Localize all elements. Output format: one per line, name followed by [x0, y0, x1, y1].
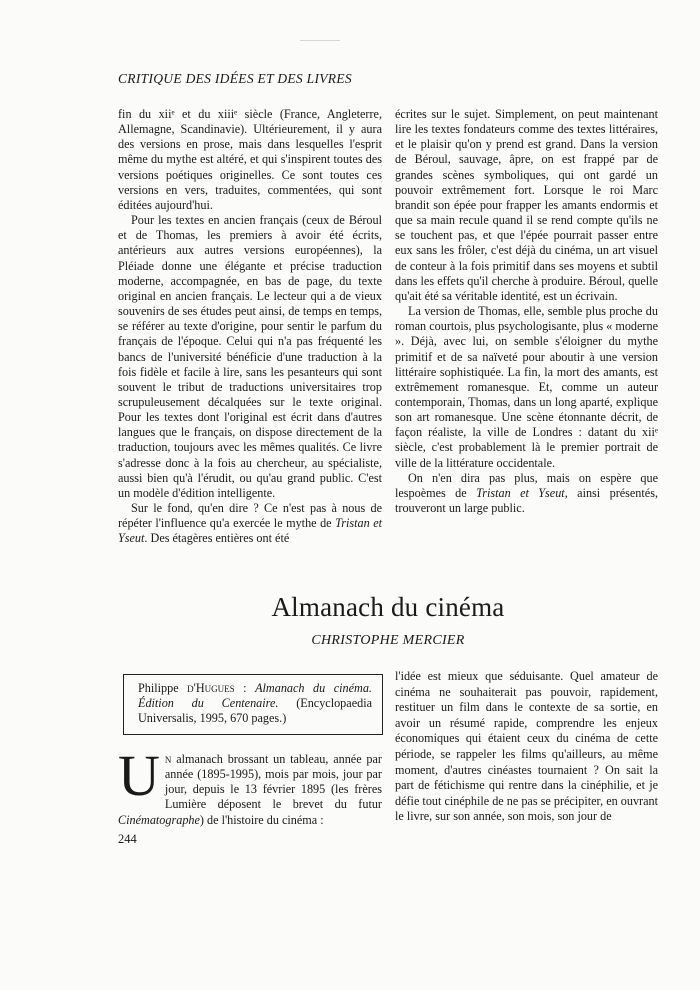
book-title-italic: Tristan et Yseut — [118, 516, 382, 546]
paragraph: Pour les textes en ancien français (ceux de Béroul et de Thomas, les premiers à avoir été écrits, antérieurs aux autres versions européennes), la Pléiade donne une élégante et précise traduction moderne, accompagnée, en bas de page, du texte original en ancien français. Le lecteur qui a de vieux souvenirs de ses études peut ainsi, de temps en temps, se référer au texte d'origine, pour sentir le parfum du français de l'époque. Celui qui n'a pas fréquenté les bancs de l'université bénéficie d'une traduction à la fois fidèle et facile à lire, sans les pesanteurs qui sont souvent le tribut de traductions universitaires trop scrupuleusement décalquées sur le texte original. Pour les textes dont l'original est écrit dans d'autres langues que le français, on dispose directement de la traduction, toujours avec les mêmes qualités. Ce livre s'adresse donc à la fois au chercheur, au spécialiste, aussi bien qu'à l'érudit, ou qu'au grand public. C'est un modèle d'édition intelligente. — [118, 213, 382, 500]
book-title-italic: Tristan et Yseut — [476, 485, 565, 500]
text-run: , ainsi présentés, trouveront un large public. — [395, 485, 658, 516]
paragraph: l'idée est mieux que séduisante. Quel amateur de cinéma ne souhaiterait pas pouvoir, rapidement, restituer un film dans le contexte de sa sortie, en avoir un résumé rapide, comprendre les enjeux économiques qui étaient ceux du cinéma de cette période, se rappeler les films qu'ailleurs, au même moment, d'autres cinéastes tournaient ? On sait la part de fétichisme qui rentre dans la cinéphilie, et je défie tout cinéphile de ne pas se précipiter, en ouvrant le livre, sur son année, son mois, son jour de — [395, 669, 658, 824]
page-number: 244 — [118, 832, 137, 846]
book-title: Almanach du cinéma. Édition du Centenaire. — [138, 681, 372, 711]
article-body-left — [118, 743, 382, 828]
left-column-top — [118, 107, 382, 547]
text-run: On n'en dira pas plus, mais on espère que lespoèmes de — [395, 470, 658, 500]
paragraph: La version de Thomas, elle, semble plus proche du roman courtois, plus psychologisante, plus « moderne ». Déjà, avec lui, on semble s'éloigner du mythe primitif et de sa naïveté pour aboutir à une version littéraire sophistiquée. La fin, la mort des amants, est extrêmement romanesque. Et, comme un auteur contemporain, Thomas, dans un long aparté, explique son art romanesque. Une scène étonnante décrit, de façon réaliste, la ville de Londres : datant du xiiᵉ siècle, c'est probablement là le premier portrait de ville de la littérature occidentale. — [395, 304, 658, 470]
text-run: almanach brossant un tableau, année par année (1895-1995), mois par mois, jour par jour, depuis le 13 février 1895 (les frères Lumière déposent le brevet du futur — [164, 752, 382, 812]
paragraph: écrites sur le sujet. Simplement, on peut maintenant lire les textes fondateurs comme des textes littéraires, et le plaisir qu'on y prend est grand. Dans la version de Béroul, sauvage, âpre, on est frappé par de grandes scènes symboliques, qui ont gardé un pouvoir extrêmement fort. Lorsque le roi Marc brandit son épée pour frapper les amants endormis et que sa main recule quand il se rend compte qu'ils ne se touchent pas, et que l'épée pourrait passer entre eux sans les frôler, c'est déjà du cinéma, un art visuel de conteur à la fois primitif dans ses moyens et subtil dans les effets qu'il cherche à produire. Béroul, quelle qu'ait été sa véritable identité, est un écrivain. — [395, 107, 658, 303]
scan-mark — [300, 40, 340, 41]
text-run: . Des étagères entières ont été — [144, 531, 290, 546]
drop-cap: U — [118, 743, 160, 808]
running-head: CRITIQUE DES IDÉES ET DES LIVRES — [118, 71, 352, 86]
text-run: Sur le fond, qu'en dire ? Ce n'est pas à nous de répéter l'influence qu'a exercée le mythe de — [118, 501, 382, 531]
italic-term: Cinématographe — [118, 812, 200, 827]
author-byline: CHRISTOPHE MERCIER — [311, 633, 465, 648]
paragraph — [118, 501, 382, 546]
book-author: d'Hugues — [187, 681, 235, 695]
text-run: Philippe — [138, 681, 188, 695]
paragraph — [118, 743, 382, 828]
article-body-right — [395, 669, 658, 825]
text-run: : — [234, 681, 256, 695]
paragraph — [395, 471, 658, 516]
text-run: ) de l'histoire du cinéma : — [199, 812, 324, 827]
article-title: Almanach du cinéma — [271, 592, 505, 622]
paragraph: fin du xiiᵉ et du xiiiᵉ siècle (France, Angleterre, Allemagne, Scandinavie). Ultérieurement, il y aura des versions en prose, mais dans lesquelles l'esprit même du mythe est altéré, et qui s'inspirent toutes des versions poétiques originelles. Ce sont toutes ces versions en vers, traduites, commentées, qui sont éditées aujourd'hui. — [118, 107, 382, 212]
right-column-top — [395, 107, 658, 516]
lead-small-caps: n — [164, 752, 172, 766]
book-reference-box — [123, 674, 383, 735]
publication-info: (Encyclopaedia Universalis, 1995, 670 pages.) — [138, 696, 372, 726]
